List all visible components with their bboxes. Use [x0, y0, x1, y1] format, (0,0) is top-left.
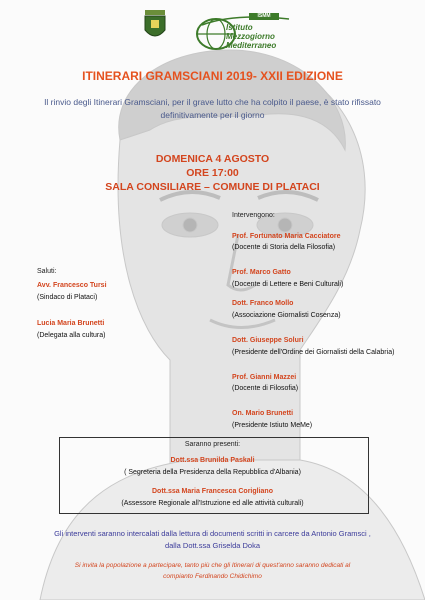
speaker-name: Prof. Marco Gatto — [232, 269, 291, 276]
speaker-name: Dott. Franco Mollo — [232, 300, 294, 307]
presenti-name: Dott.ssa Brunilda Paskali — [170, 457, 255, 464]
presenti-role: ( Segreteria della Presidenza della Repubblica d'Albania) — [124, 469, 301, 476]
municipal-crest-icon — [142, 8, 168, 42]
saluti-role: (Sindaco di Plataci) — [37, 294, 98, 301]
logo-line: Mezzogiorno — [226, 32, 275, 41]
presenti-name: Dott.ssa Maria Francesca Corigliano — [152, 488, 273, 495]
logo-badge: ISMM — [257, 13, 271, 19]
speaker-role: (Docente di Filosofia) — [232, 385, 299, 392]
intro-line: definitivamente per il giorno — [160, 110, 265, 120]
presenti-role: (Assessore Regionale all'Istruzione ed alle attività culturali) — [121, 500, 304, 507]
invite-line: Si invita la popolazione a partecipare, tanto più che gli Itinerari di quest'anno saranno dedicati al — [74, 562, 351, 569]
speaker-name: Prof. Gianni Mazzei — [232, 374, 297, 381]
speaker-role: (Presidente dell'Ordine dei Giornalisti della Calabria) — [232, 349, 395, 356]
page-title: ITINERARI GRAMSCIANI 2019- XXII EDIZIONE — [82, 69, 343, 83]
footer-line: Gli interventi saranno intercalati dalla lettura di documenti scritti in carcere da Antonio Gramsci , — [54, 529, 371, 538]
event-place: SALA CONSILIARE – COMUNE DI PLATACI — [105, 181, 320, 193]
logo-line: Istituto — [226, 23, 253, 32]
saluti-name: Lucia Maria Brunetti — [37, 320, 105, 327]
footer-line: dalla Dott.ssa Griselda Doka — [164, 541, 261, 550]
logo-line: Mediterraneo — [226, 41, 277, 50]
event-time: ORE 17:00 — [186, 167, 239, 179]
intro-line: Il rinvio degli Itinerari Gramsciani, per il grave lutto che ha colpito il paese, è stato rifissato — [44, 97, 381, 107]
event-date: DOMENICA 4 AGOSTO — [155, 153, 270, 165]
presenti-label: Saranno presenti: — [184, 441, 241, 448]
saluti-label: Saluti: — [37, 268, 57, 275]
saluti-name: Avv. Francesco Tursi — [37, 282, 107, 289]
intro-text — [22, 96, 403, 122]
speaker-name: Dott. Giuseppe Soluri — [232, 337, 304, 344]
invite-line: compianto Ferdinando Chidichimo — [163, 573, 262, 580]
intervengono-label: Intervengono: — [232, 212, 275, 219]
speaker-role: (Associazione Giornalisti Cosenza) — [232, 312, 341, 319]
speaker-name: Prof. Fortunato Maria Cacciatore — [232, 233, 341, 240]
speaker-role: (Docente di Lettere e Beni Culturali) — [232, 281, 344, 288]
logo-text — [226, 23, 301, 50]
speaker-role: (Docente di Storia della Filosofia) — [232, 244, 336, 251]
speaker-name: On. Mario Brunetti — [232, 410, 294, 417]
speaker-role: (Presidente Istiuto MeMe) — [232, 422, 313, 429]
saluti-role: (Delegata alla cultura) — [37, 332, 106, 339]
